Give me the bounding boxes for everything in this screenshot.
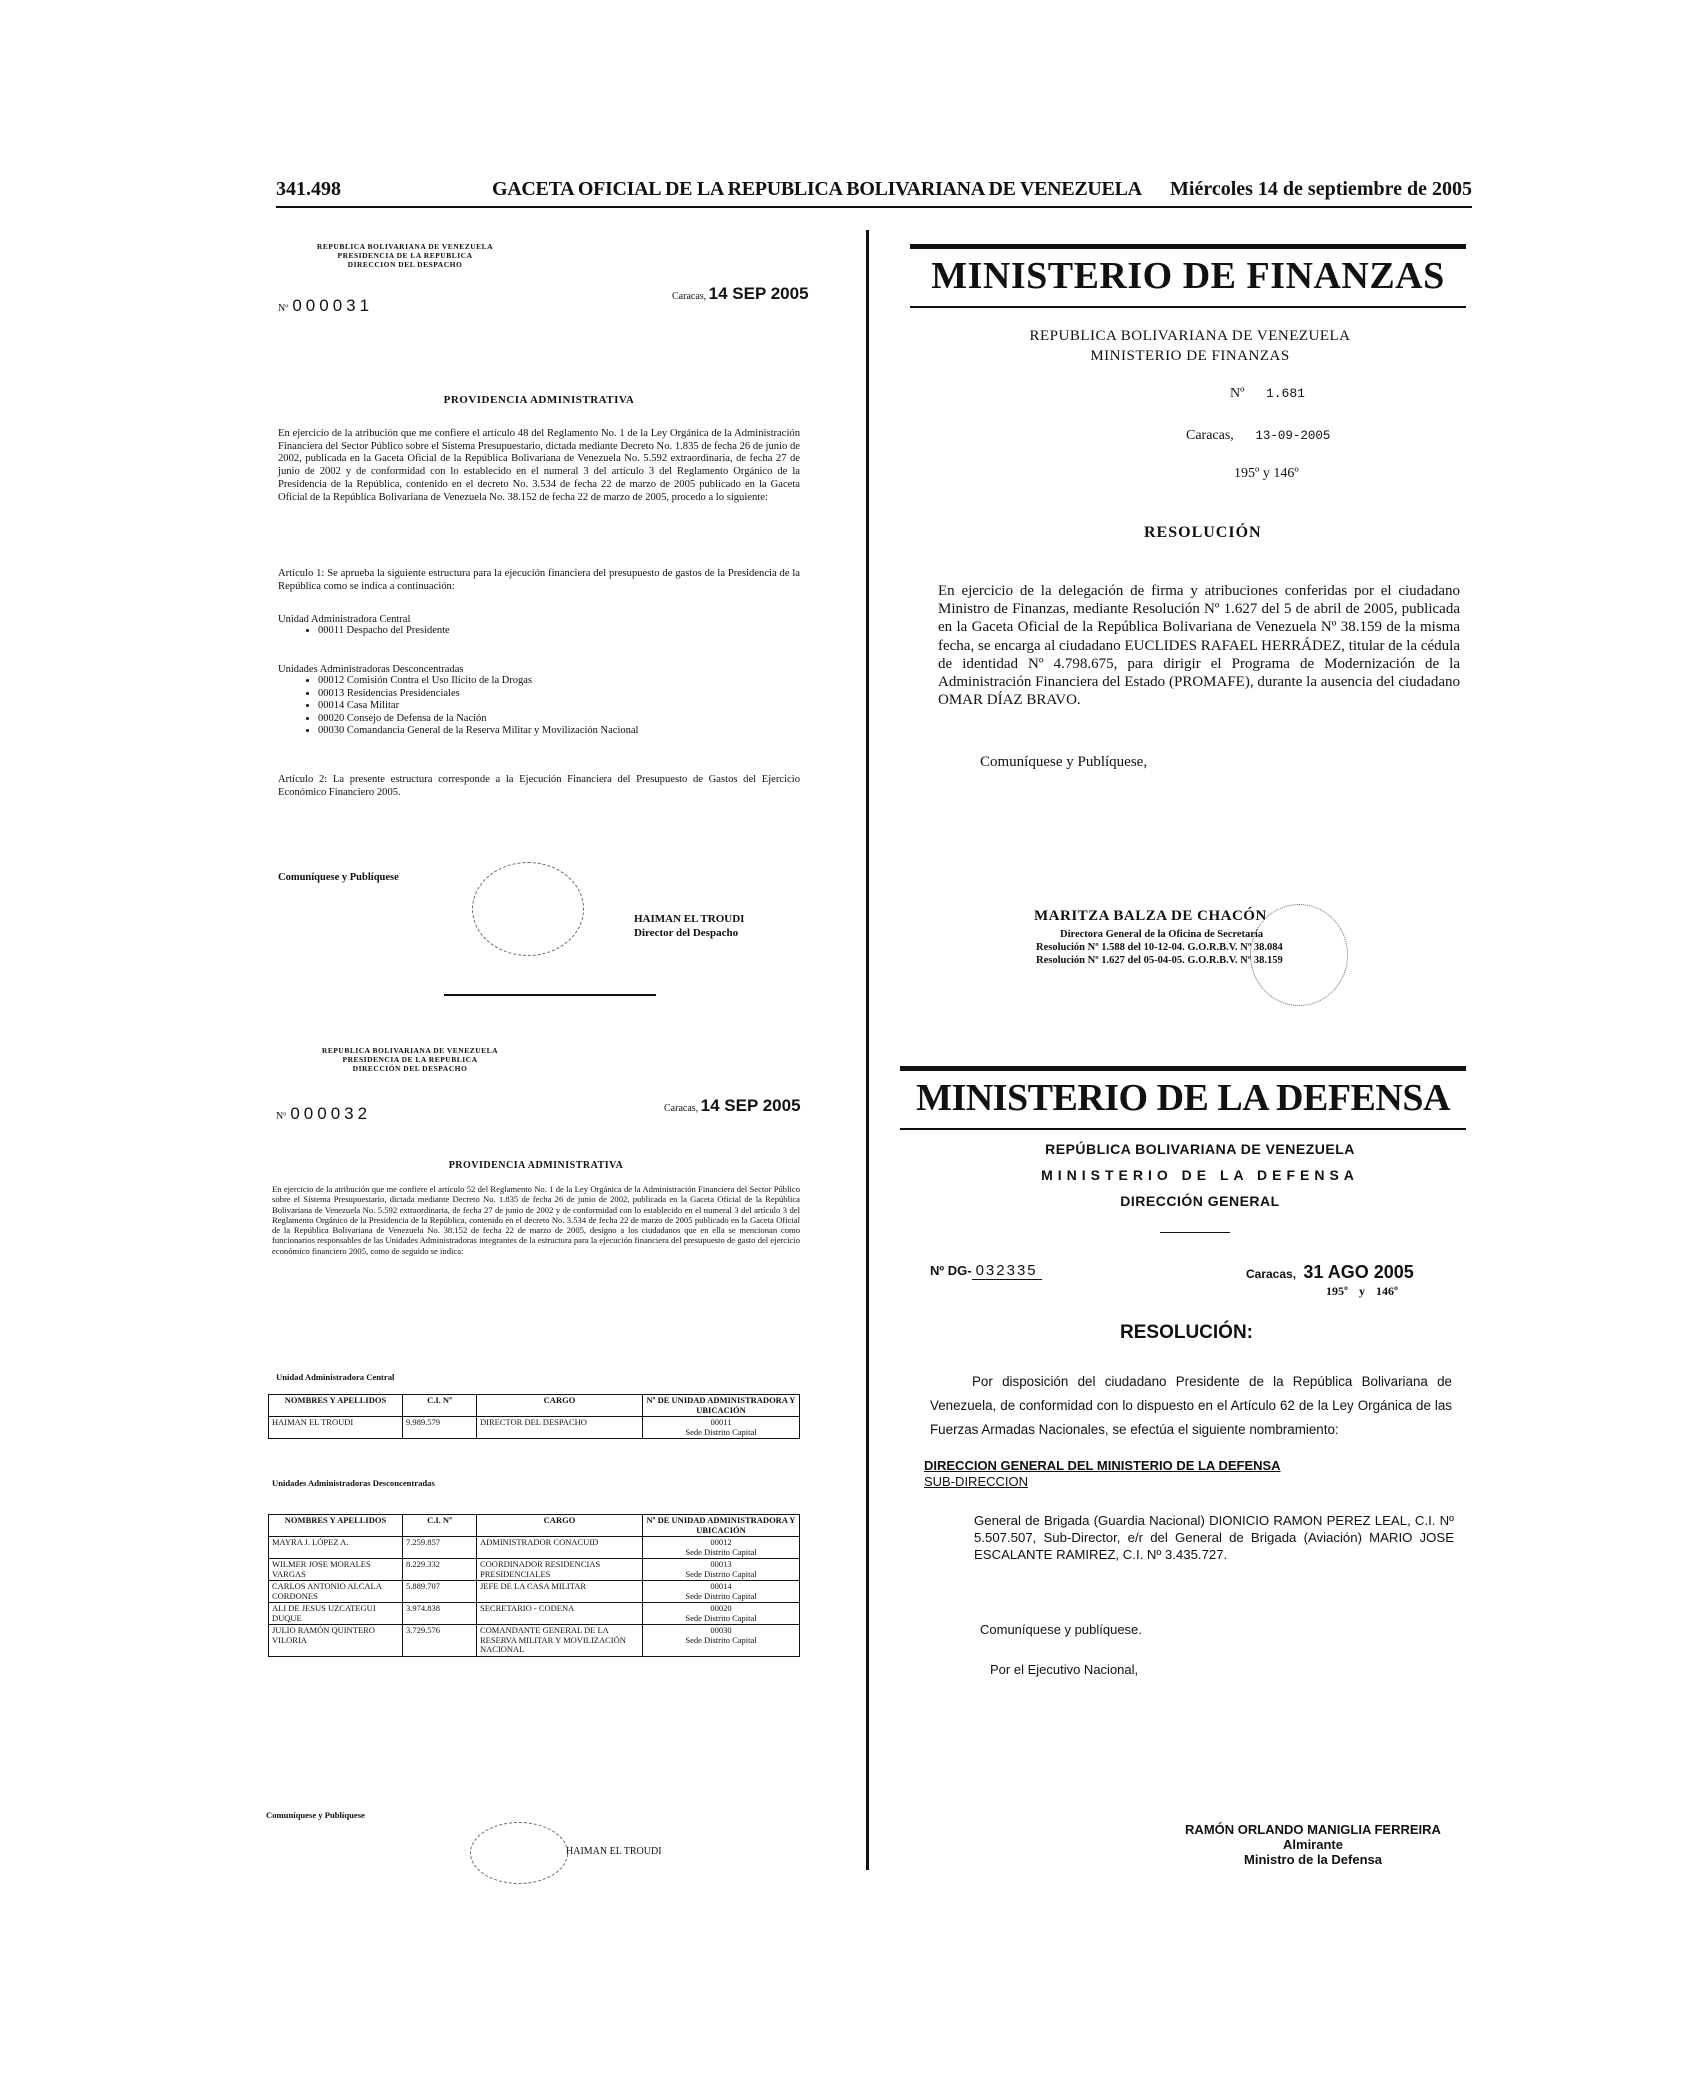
cell-unit [643,1603,800,1625]
doc2-head-line: DIRECCIÓN DEL DESPACHO [352,1064,468,1073]
finanzas-body: En ejercicio de la delegación de firma y atribuciones conferidas por el ciudadano Ministro de Finanzas, mediante Resolución Nº 1.627 del 5 de abril de 2005, publicada en la Gaceta Oficial de la República Bolivariana de Venezuela Nº 38.159 de la misma fecha, se encarga al ciudadano EUCLIDES RAFAEL HERRÁDEZ, titular de la cédula de identidad Nº 4.798.675, para dirigir el Programa de Modernización de la Administración Financiera del Estado (PROMAFE), durante la ausencia del ciudadano OMAR DÍAZ BRAVO. [938,583,1460,709]
doc2-date [664,1096,801,1116]
defensa-appointment: General de Brigada (Guardia Nacional) DIONICIO RAMON PEREZ LEAL, C.I. Nº 5.507.507, Sub-Director, e/r del General de Brigada (Aviación) MARIO JOSE ESCALANTE RAMIREZ, C.I. Nº 3.435.727. [974,1513,1454,1562]
cell-ci: 3.729.576 [403,1625,477,1657]
table-row [269,1537,800,1559]
finanzas-resolution-title: RESOLUCIÓN [1144,524,1262,541]
cell-cargo: DIRECTOR DEL DESPACHO [477,1417,643,1439]
finanzas-letterhead [990,326,1390,366]
cell-cargo: COORDINADOR RESIDENCIAS PRESIDENCIALES [477,1559,643,1581]
doc1-letterhead [300,242,510,269]
column-header: Nº DE UNIDAD ADMINISTRADORA Y UBICACIÓN [643,1515,800,1537]
unit-location: Sede Distrito Capital [685,1634,757,1645]
doc1-date-stamp: 14 SEP 2005 [708,284,809,303]
doc1-date-place: Caracas, [672,291,707,302]
cell-name: HAIMAN EL TROUDI [269,1417,403,1439]
column-header: Nº DE UNIDAD ADMINISTRADORA Y UBICACIÓN [643,1395,800,1417]
doc1-number [278,296,373,316]
finanzas-years: 195º y 146º [1234,466,1299,481]
gazette-date: Miércoles 14 de septiembre de 2005 [1170,178,1472,200]
doc2-closing: Comuníquese y Publíquese [266,1810,365,1820]
finanzas-signer-title: Directora General de la Oficina de Secretaría [1060,929,1264,940]
table-row [269,1559,800,1581]
unit-location: Sede Distrito Capital [685,1612,757,1623]
doc2-central-label: Unidad Administradora Central [276,1372,395,1382]
header-rule [276,206,1472,208]
cell-cargo: COMANDANTE GENERAL DE LA RESERVA MILITAR Y MOVILIZACIÓN NACIONAL [477,1625,643,1657]
cell-unit [643,1417,800,1439]
defensa-signer-title: Ministro de la Defensa [1244,1852,1382,1867]
doc2-head-line: PRESIDENCIA DE LA REPUBLICA [342,1055,478,1064]
cell-ci: 7.259.857 [403,1537,477,1559]
gazette-title: GACETA OFICIAL DE LA REPUBLICA BOLIVARIANA DE VENEZUELA [492,178,1142,200]
doc1-central-label: Unidad Administradora Central [278,614,411,625]
defensa-signer-name: RAMÓN ORLANDO MANIGLIA FERREIRA [1185,1822,1441,1837]
table-header-row [269,1395,800,1417]
doc1-central-block [278,614,800,638]
cell-name: MAYRA J. LÓPEZ A. [269,1537,403,1559]
finanzas-date [1186,428,1330,444]
column-header: NOMBRES Y APELLIDOS [269,1395,403,1417]
defensa-date [1246,1262,1414,1283]
finanzas-signer-ref: Resolución Nº 1.588 del 10-12-04. G.O.R.B.V. Nº 38.084 [1036,942,1283,953]
finanzas-signer-block [1036,928,1283,967]
doc1-number-value: 000031 [292,296,374,315]
doc1-intro: En ejercicio de la atribución que me confiere el artículo 48 del Reglamento No. 1 de la Ley Orgánica de la Administración Financiera del Sector Público sobre el Sistema Presupuestario, dictada mediante Decreto No. 1.835 de fecha 26 de junio de 2002, publicada en la Gaceta Oficial de la República Bolivariana de Venezuela No. 5.592 extraordinaria, de fecha 27 de junio de 2002 y de conformidad con lo establecido en el numeral 3 del artículo 3 del Reglamento Orgánico de la Presidencia de la República, contenido en el decreto No. 3.534 de fecha 22 de marzo de 2005 publicado en la Gaceta Oficial de la República Bolivariana de Venezuela No. 38.152 de fecha 22 de marzo de 2005, procedo a lo siguiente: [278,428,800,503]
list-item: • 00030 Comandancia General de la Reserva Militar y Movilización Nacional [318,725,800,738]
defensa-date-place: Caracas, [1246,1267,1297,1281]
cell-unit [643,1625,800,1657]
defensa-head-line: REPÚBLICA BOLIVARIANA DE VENEZUELA [1045,1141,1355,1157]
doc-separator [444,994,656,996]
masthead-rule-bottom [910,306,1466,308]
doc2-number [276,1104,371,1124]
list-item: • 00012 Comisión Contra el Uso Ilícito de la Drogas [318,675,800,688]
table-row [269,1625,800,1657]
cell-ci: 8.229.332 [403,1559,477,1581]
defensa-letterhead [950,1136,1450,1214]
defensa-closing-2: Por el Ejecutivo Nacional, [990,1662,1139,1677]
list-item: • 00011 Despacho del Presidente [318,625,800,638]
defensa-closing: Comuníquese y publíquese. [980,1622,1142,1637]
official-seal-icon [472,862,584,956]
list-item: • 00013 Residencias Presidenciales [318,688,800,701]
cell-ci: 5.889.707 [403,1581,477,1603]
unit-code: 00014 [710,1581,732,1591]
defensa-body: Por disposición del ciudadano Presidente de la República Bolivariana de Venezuela, de conformidad con lo dispuesto en el Artículo 62 de la Ley Orgánica de las Fuerzas Armadas Nacionales, se efectúa el siguiente nombramiento: [930,1374,1452,1437]
defensa-number [930,1262,1042,1279]
cell-cargo: SECRETARIO - CODENA [477,1603,643,1625]
cell-name: WILMER JOSE MORALES VARGAS [269,1559,403,1581]
doc1-title: PROVIDENCIA ADMINISTRATIVA [443,394,635,406]
page-number: 341.498 [276,178,341,200]
cell-cargo: JEFE DE LA CASA MILITAR [477,1581,643,1603]
doc1-number-prefix: Nº [278,303,289,314]
unit-location: Sede Distrito Capital [685,1590,757,1601]
doc1-signer-name: HAIMAN EL TROUDI [634,913,745,925]
finanzas-number-value: 1.681 [1265,386,1305,401]
doc2-date-stamp: 14 SEP 2005 [700,1096,801,1115]
finanzas-closing: Comuníquese y Publíquese, [980,754,1148,770]
unit-location: Sede Distrito Capital [685,1546,757,1557]
doc2-signer-name: HAIMAN EL TROUDI [566,1846,662,1857]
finanzas-date-value: 13-09-2005 [1255,429,1331,443]
defensa-number-prefix: Nº DG- [930,1263,972,1278]
finanzas-date-place: Caracas, [1186,428,1234,443]
list-item: • 00020 Consejo de Defensa de la Nación [318,713,800,726]
finanzas-number-prefix: Nº [1230,386,1245,401]
finanzas-head-line: REPUBLICA BOLIVARIANA DE VENEZUELA [1029,328,1351,344]
cell-cargo: ADMINISTRADOR CONACUID [477,1537,643,1559]
table-row [269,1581,800,1603]
masthead-rule-bottom [900,1128,1466,1130]
unit-code: 00013 [710,1559,732,1569]
column-header: NOMBRES Y APELLIDOS [269,1515,403,1537]
unit-code: 00012 [710,1537,732,1547]
doc1-signer [634,912,744,940]
doc2-date-place: Caracas, [664,1103,699,1114]
doc1-decon-block [278,664,800,738]
table-row [269,1417,800,1439]
defensa-resolution-title: RESOLUCIÓN: [1120,1322,1253,1343]
doc1-head-line: REPUBLICA BOLIVARIANA DE VENEZUELA [316,242,494,251]
short-rule [1160,1232,1230,1233]
defensa-section [924,1458,1281,1490]
defensa-section-sub: SUB-DIRECCION [924,1474,1029,1489]
defensa-years: 195º y 146º [1326,1284,1398,1298]
doc1-decon-label: Unidades Administradoras Desconcentradas [278,664,464,675]
masthead-rule-top [910,244,1466,249]
doc1-article-1: Artículo 1: Se aprueba la siguiente estructura para la ejecución financiera del presupuesto de gastos de la Presidencia de la República como se indica a continuación: [278,568,800,592]
table-row [269,1603,800,1625]
cell-name: JULIO RAMÓN QUINTERO VILORIA [269,1625,403,1657]
unit-code: 00011 [710,1417,732,1427]
doc2-intro: En ejercicio de la atribución que me confiere el artículo 52 del Reglamento No. 1 de la Ley Orgánica de la Administración Financiera del Sector Público sobre el Sistema Presupuestario, dictada mediante Decreto No. 1.835 de fecha 26 de junio de 2002, publicada en la Gaceta Oficial de la República Bolivariana de Venezuela No. 5.592 extraordinaria, de fecha 27 de junio de 2002 y de conformidad con lo establecido en el numeral 3 del artículo 3 del Reglamento Orgánico de la Presidencia de la República, contenido en el decreto No. 3.534 de fecha 22 de marzo de 2005 publicado en la Gaceta Oficial de la República Bolivariana de Venezuela No. 38.152 de fecha 22 de marzo de 2005, designo a los ciudadanos que en ella se mencionan como funcionarios responsables de las Unidades Administradoras integrantes de la estructura para la ejecución financiera del presupuesto de gasto del ejercicio económico financiero 2005, como de seguido se indica: [272,1184,800,1256]
doc1-date [672,284,809,304]
finanzas-number [1230,386,1305,402]
defensa-section-title: DIRECCION GENERAL DEL MINISTERIO DE LA DEFENSA [924,1458,1281,1473]
unit-code: 00030 [710,1625,732,1635]
cell-ci: 9.989.579 [403,1417,477,1439]
defensa-head-line: DIRECCIÓN GENERAL [1120,1193,1280,1209]
defensa-date-stamp: 31 AGO 2005 [1303,1262,1414,1282]
column-header: CARGO [477,1515,643,1537]
column-header: CARGO [477,1395,643,1417]
cell-name: ALI DE JESUS UZCATEGUI DUQUE [269,1603,403,1625]
masthead-rule-top [900,1066,1466,1071]
cell-ci: 3.974.838 [403,1603,477,1625]
finanzas-signer-ref: Resolución Nº 1.627 del 05-04-05. G.O.R.B.V. Nº 38.159 [1036,955,1283,966]
doc2-number-value: 000032 [290,1104,372,1123]
column-divider [866,230,869,1870]
finanzas-signer-name: MARITZA BALZA DE CHACÓN [1034,908,1267,924]
cell-name: CARLOS ANTONIO ALCALA CORDONES [269,1581,403,1603]
cell-unit [643,1537,800,1559]
doc1-head-line: DIRECCION DEL DESPACHO [347,260,463,269]
doc1-closing: Comuníquese y Publíquese [278,872,399,883]
doc1-signer-title: Director del Despacho [634,927,739,939]
doc1-head-line: PRESIDENCIA DE LA REPUBLICA [337,251,473,260]
finanzas-head-line: MINISTERIO DE FINANZAS [1090,348,1290,364]
defensa-number-value: 032335 [972,1262,1042,1280]
doc2-head-line: REPUBLICA BOLIVARIANA DE VENEZUELA [321,1046,499,1055]
cell-unit [643,1581,800,1603]
unit-location: Sede Distrito Capital [685,1426,757,1437]
cell-unit [643,1559,800,1581]
central-units-table [268,1394,800,1439]
decon-units-table [268,1514,800,1657]
defensa-ministry-title: MINISTERIO DE LA DEFENSA [916,1077,1450,1119]
unit-location: Sede Distrito Capital [685,1568,757,1579]
doc2-number-prefix: Nº [276,1111,287,1122]
defensa-head-line: MINISTERIO DE LA DEFENSA [1041,1167,1359,1183]
doc1-article-2: Artículo 2: La presente estructura corresponde a la Ejecución Financiera del Presupuesto de Gastos del Ejercicio Económico Financiero 2005. [278,774,800,798]
doc2-title: PROVIDENCIA ADMINISTRATIVA [448,1160,624,1171]
doc2-letterhead [310,1046,510,1073]
finanzas-ministry-title: MINISTERIO DE FINANZAS [931,255,1445,297]
official-seal-icon [470,1822,568,1884]
doc2-decon-label: Unidades Administradoras Desconcentradas [272,1478,435,1488]
list-item: • 00014 Casa Militar [318,700,800,713]
table-header-row [269,1515,800,1537]
unit-code: 00020 [710,1603,732,1613]
official-seal-icon [1250,904,1348,1006]
column-header: C.I. Nº [403,1395,477,1417]
defensa-signer-rank: Almirante [1283,1837,1343,1852]
column-header: C.I. Nº [403,1515,477,1537]
defensa-signer [1168,1822,1458,1867]
